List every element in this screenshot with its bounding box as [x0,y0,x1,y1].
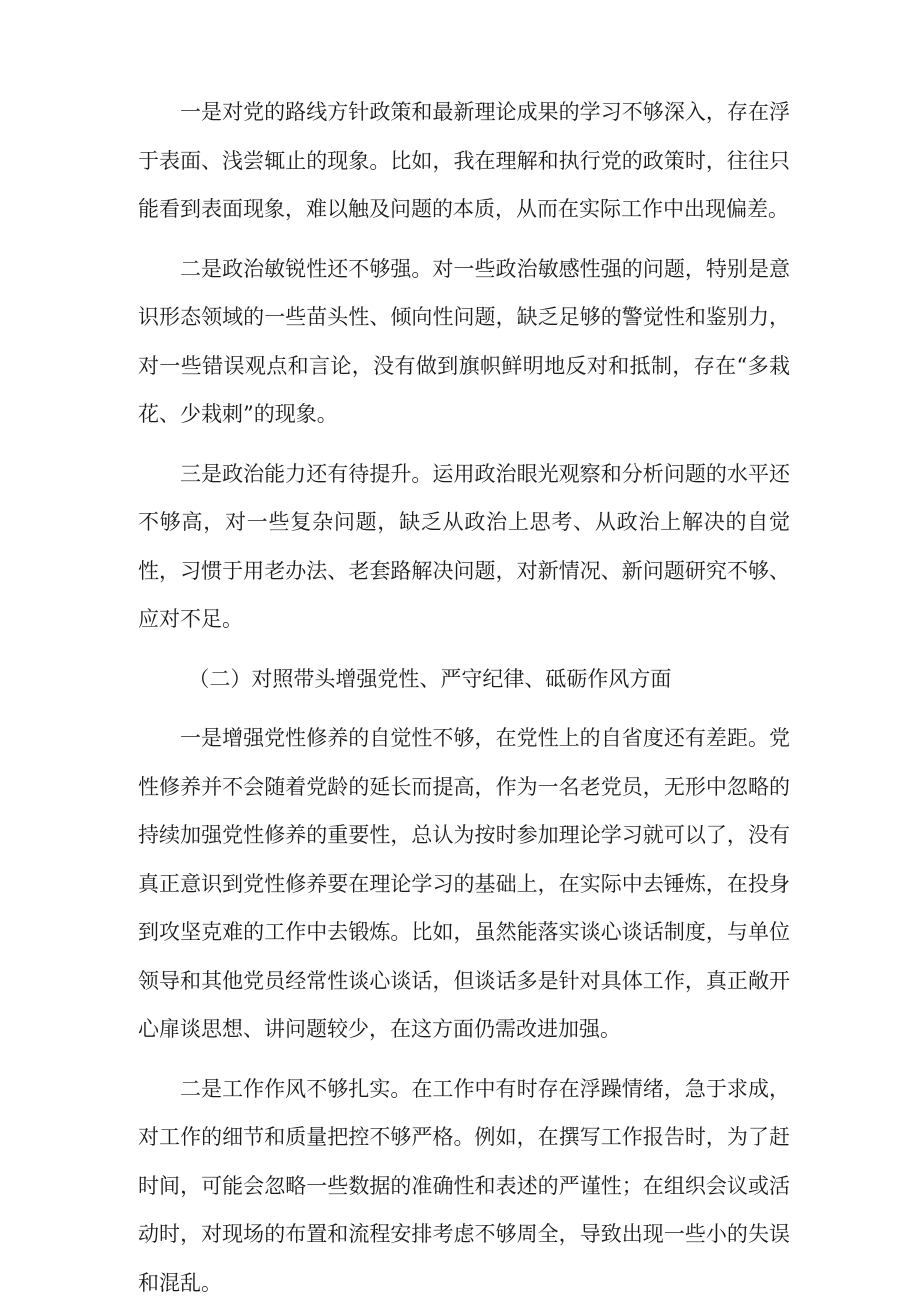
section-heading: （二）对照带头增强党性、严守纪律、砥砺作风方面 [138,655,790,704]
paragraph-work-style: 二是工作作风不够扎实。在工作中有时存在浮躁情绪，急于求成，对工作的细节和质量把控不够严格。例如，在撰写工作报告时，为了赶时间，可能会忽略一些数据的准确性和表述的严谨性；在组织会议或活动时，对现场的布置和流程安排考虑不够周全，导致出现一些小的失误和混乱。 [138,1065,790,1307]
paragraph-political-study: 一是对党的路线方针政策和最新理论成果的学习不够深入，存在浮于表面、浅尝辄止的现象。比如，我在理解和执行党的政策时，往往只能看到表面现象，难以触及问题的本质，从而在实际工作中出现偏差。 [138,88,790,234]
paragraph-party-spirit: 一是增强党性修养的自觉性不够，在党性上的自省度还有差距。党性修养并不会随着党龄的延长而提高，作为一名老党员，无形中忽略的持续加强党性修养的重要性，总认为按时参加理论学习就可以了，没有真正意识到党性修养要在理论学习的基础上，在实际中去锤炼，在投身到攻坚克难的工作中去锻炼。比如，虽然能落实谈心谈话制度，与单位领导和其他党员经常性谈心谈话，但谈话多是针对具体工作，真正敞开心扉谈思想、讲问题较少，在这方面仍需改进加强。 [138,714,790,1054]
paragraph-political-sensitivity: 二是政治敏锐性还不够强。对一些政治敏感性强的问题，特别是意识形态领域的一些苗头性、倾向性问题，缺乏足够的警觉性和鉴别力，对一些错误观点和言论，没有做到旗帜鲜明地反对和抵制，存在“多栽花、少栽刺”的现象。 [138,245,790,439]
document-body [138,88,790,1307]
paragraph-political-ability: 三是政治能力还有待提升。运用政治眼光观察和分析问题的水平还不够高，对一些复杂问题，缺乏从政治上思考、从政治上解决的自觉性，习惯于用老办法、老套路解决问题，对新情况、新问题研究不够、应对不足。 [138,450,790,644]
